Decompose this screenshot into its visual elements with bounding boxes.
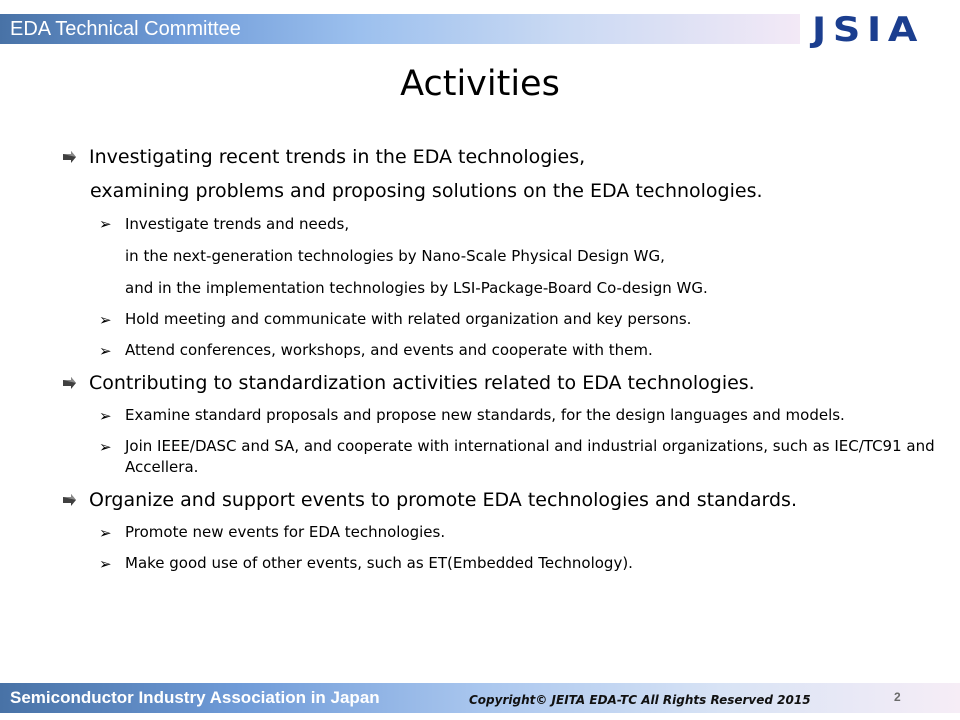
arrow-bullet-icon — [61, 150, 77, 164]
list-item-text-continued: and in the implementation technologies by LSI-Package-Board Co-design WG. — [125, 279, 708, 297]
list-item-text: Attend conferences, workshops, and events and cooperate with them. — [125, 341, 653, 359]
arrow-bullet-icon — [61, 376, 77, 390]
list-item — [55, 208, 935, 240]
list-item-text: Make good use of other events, such as ET(Embedded Technology). — [125, 554, 633, 572]
list-item — [55, 431, 935, 483]
list-item — [55, 548, 935, 579]
arrowhead-bullet-icon: ➢ — [99, 524, 112, 542]
arrowhead-bullet-icon: ➢ — [99, 311, 112, 329]
arrowhead-bullet-icon: ➢ — [99, 555, 112, 573]
section-bullet — [55, 366, 935, 400]
list-item-text-continued: in the next-generation technologies by Nano-Scale Physical Design WG, — [125, 247, 665, 265]
page-number: 2 — [894, 690, 901, 704]
arrow-bullet-icon — [61, 493, 77, 507]
arrowhead-bullet-icon: ➢ — [99, 342, 112, 360]
arrowhead-bullet-icon: ➢ — [99, 407, 112, 425]
list-item-text: Join IEEE/DASC and SA, and cooperate with international and industrial organizations, such as IEC/TC91 and Accellera. — [125, 437, 935, 476]
page-title: Activities — [400, 64, 560, 104]
list-item-text: Examine standard proposals and propose new standards, for the design languages and models. — [125, 406, 845, 424]
list-item — [55, 304, 935, 335]
arrowhead-bullet-icon: ➢ — [99, 438, 112, 456]
section-bullet — [55, 140, 935, 174]
section-text: Organize and support events to promote EDA technologies and standards. — [89, 489, 797, 511]
section-text: Investigating recent trends in the EDA technologies, — [89, 146, 586, 168]
list-item-text: Promote new events for EDA technologies. — [125, 523, 446, 541]
section-bullet — [55, 483, 935, 517]
list-item — [55, 400, 935, 431]
jsia-logo: JSIA — [812, 10, 925, 50]
committee-label: EDA Technical Committee — [10, 18, 241, 40]
list-item-text: Investigate trends and needs, — [125, 215, 350, 233]
copyright-notice: Copyright© JEITA EDA-TC All Rights Reserved 2015 — [469, 693, 811, 707]
association-label: Semiconductor Industry Association in Japan — [10, 688, 380, 707]
list-item — [55, 335, 935, 366]
section-text-continued: examining problems and proposing solutions on the EDA technologies. — [90, 180, 763, 202]
slide-content — [55, 140, 935, 579]
section-text: Contributing to standardization activities related to EDA technologies. — [89, 372, 755, 394]
list-item-text: Hold meeting and communicate with related organization and key persons. — [125, 310, 692, 328]
list-item — [55, 517, 935, 548]
arrowhead-bullet-icon: ➢ — [99, 215, 112, 233]
